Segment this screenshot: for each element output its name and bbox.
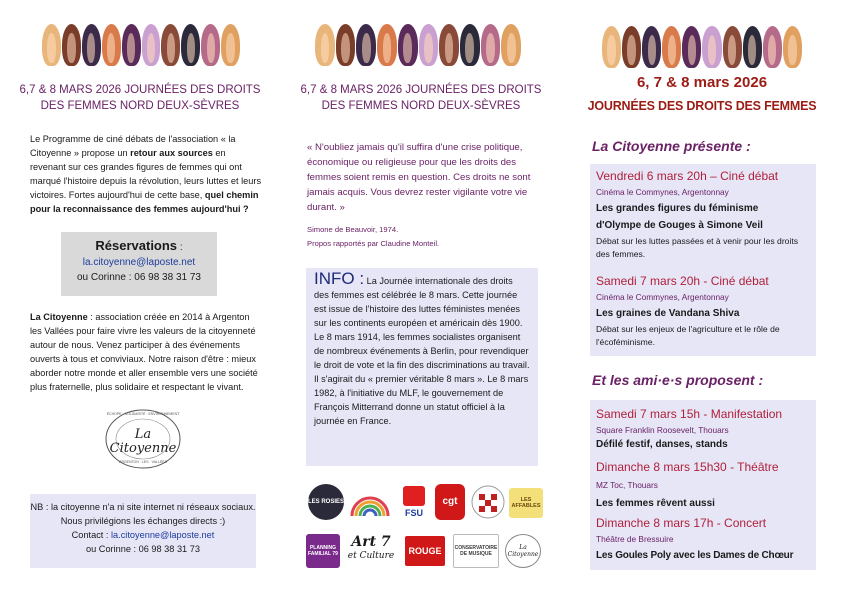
event-title: Les Goules Poly avec les Dames de Chœur: [596, 550, 794, 561]
main-title: JOURNÉES DES DROITS DES FEMMES: [587, 99, 817, 113]
event-place: Cinéma le Commynes, Argentonnay: [596, 292, 729, 302]
logo-fsu: [399, 484, 429, 520]
logo-citoyenne-small-text: La Citoyenne: [507, 544, 539, 558]
logo-cgt: [435, 484, 465, 520]
logo-conservatoire: [453, 534, 499, 568]
event-title: Défilé festif, danses, stands: [596, 439, 728, 450]
logo-planning-text: PLANNING FAMILIAL 79: [308, 545, 338, 557]
logo-ring-top: ÉCHOPE · SOLIDARITÉ · ENVIRONNEMENT: [106, 412, 180, 416]
logo-les-affables: [509, 488, 543, 518]
logo-ring-bottom: ARGENTON · LES · VALLÉES: [119, 460, 167, 464]
event-date: Samedi 7 mars 15h - Manifestation: [596, 407, 783, 421]
event-place: Square Franklin Roosevelt, Thouars: [596, 425, 729, 435]
panel-middle: [281, 0, 561, 595]
association-paragraph: [30, 310, 262, 394]
nb-contact-box: [30, 494, 256, 568]
quote-author: Simone de Beauvoir, 1974.: [307, 225, 399, 234]
logo-cgt-text: cgt: [442, 496, 458, 507]
header-line-2: DES FEMMES NORD DEUX-SÈVRES: [40, 100, 240, 112]
event-date: Dimanche 8 mars 17h - Concert: [596, 516, 767, 530]
event-manifestation: [596, 406, 812, 452]
info-text: La Journée internationale des droits des femmes est célébrée le 8 mars. Cette journée est issue de l'histoire des luttes féministes menées sur les continents européen et américain dès 1900. Le 8 mars 1914, les femmes socialistes organisent de nombreux événements à Berlin, pour revendiquer le droit de vote et la fin des discriminations au travail. Il s'agirait du « premier véritable 8 mars ». Le 8 mars 1982, à l'initiative du MLF, le gouvernement de François Mitterrand donne un statut officiel à la journée en France.: [314, 276, 530, 426]
event-title: Les grandes figures du féminisme: [596, 203, 759, 214]
association-name: La Citoyenne: [30, 312, 88, 322]
event-vendredi: [596, 168, 812, 261]
quote-source: Propos rapportés par Claudine Monteil.: [307, 239, 440, 248]
event-samedi-cine: [596, 273, 812, 349]
logo-text: La Citoyenne: [109, 427, 177, 456]
header-text: [281, 82, 561, 114]
logo-rouge-text: ROUGE: [408, 546, 442, 556]
women-faces-banner: [42, 24, 240, 66]
panel-left: [0, 0, 280, 595]
event-theatre: [596, 459, 812, 511]
event-title-2: d'Olympe de Gouges à Simone Veil: [596, 220, 763, 231]
nb-contact-label: Contact :: [71, 530, 111, 540]
event-place: Théâtre de Bressuire: [596, 534, 674, 544]
event-place: Cinéma le Commynes, Argentonnay: [596, 187, 729, 197]
nb-line-2: Nous privilégions les échanges directs :): [60, 516, 226, 526]
beauvoir-quote: « N'oubliez jamais qu'il suffira d'une crise politique, économique ou religieuse pour que les droits des femmes soient remis en question. Ces droits ne sont jamais acquis. Vous devrez rester vigilante votre vie durant. »: [307, 142, 531, 213]
info-title: INFO :: [314, 269, 365, 288]
event-concert: [596, 515, 812, 563]
association-text: : association créée en 2014 à Argenton les Vallées pour faire vivre les valeurs de la citoyenneté autour de nous. Venez participer à des événements ouverts à tous et conviviaux. Notre raison d'être : mieux aborder notre monde et aller ensemble vers une société plus fraternelle, plus solidaire et respectant le vivant.: [30, 312, 258, 392]
intro-text-bold-d: quel chemin pour la reconnaissance des femmes aujourd'hui ?: [30, 190, 259, 214]
intro-text-a: Le Programme de ciné débats de l'association « la Citoyenne » propose un: [30, 134, 236, 158]
panel-right: [562, 0, 842, 595]
main-title-dates: 6, 7 & 8 mars 2026: [636, 74, 768, 91]
header-line-1: 6,7 & 8 MARS 2026 JOURNÉES DES DROITS: [19, 84, 261, 96]
intro-text-c: en revenant sur ces grandes figures de femmes qui ont marqué l'histoire depuis la révolution, leurs luttes et leurs victoires. Fortes aujourd'hui de cette base,: [30, 148, 262, 200]
event-title: Les graines de Vandana Shiva: [596, 308, 740, 319]
logo-les-rosies: [308, 484, 344, 520]
header-text: [0, 82, 280, 114]
event-date: Vendredi 6 mars 20h – Ciné débat: [596, 169, 779, 183]
event-title: Les femmes rêvent aussi: [596, 498, 715, 509]
women-faces-banner: [315, 24, 521, 66]
logo-art7-text-a: Art 7: [351, 534, 391, 550]
logo-art7-text-b: et Culture: [347, 551, 395, 561]
reservations-box: [61, 232, 217, 296]
event-date: Samedi 7 mars 20h - Ciné débat: [596, 274, 769, 288]
logo-art7: [345, 534, 397, 568]
logo-rainbow-icon: [349, 484, 391, 520]
reservations-phone: ou Corinne : 06 98 38 31 73: [77, 272, 201, 283]
header-line-2: DES FEMMES NORD DEUX-SÈVRES: [321, 100, 521, 112]
la-citoyenne-logo: [104, 408, 182, 470]
event-description: Débat sur les enjeux de l'agriculture et le rôle de l'écoféminisme.: [596, 324, 780, 347]
logo-les-rosies-text: LES ROSIES: [308, 499, 344, 505]
logo-rouge: [405, 536, 445, 566]
logo-affables-text: LES AFFABLES: [511, 497, 541, 509]
logo-checker-icon: [471, 484, 505, 520]
intro-paragraph: [30, 132, 262, 216]
nb-line-1: NB : la citoyenne n'a ni site internet ni réseaux sociaux.: [30, 502, 256, 512]
nb-email[interactable]: la.citoyenne@laposte.net: [111, 530, 215, 540]
logo-la-citoyenne-small: [505, 534, 541, 568]
logo-fsu-text: FSU: [405, 508, 423, 518]
logo-conservatoire-text: CONSERVATOIRE DE MUSIQUE: [454, 545, 498, 557]
nb-phone: ou Corinne : 06 98 38 31 73: [86, 544, 200, 554]
reservations-title: Réservations: [95, 238, 178, 253]
event-date: Dimanche 8 mars 15h30 - Théâtre: [596, 460, 779, 474]
reservations-email[interactable]: la.citoyenne@laposte.net: [82, 257, 196, 268]
intro-text-bold-a: retour aux sources: [130, 148, 213, 158]
women-faces-banner: [602, 26, 802, 68]
section-amis-proposent: Et les ami·e·s proposent :: [592, 372, 764, 388]
info-box: [306, 268, 538, 466]
section-la-citoyenne-presente: La Citoyenne présente :: [592, 138, 751, 154]
event-place: MZ Toc, Thouars: [596, 480, 658, 490]
logo-planning-familial: [306, 534, 340, 568]
reservations-colon: :: [177, 242, 183, 253]
event-description: Débat sur les luttes passées et à venir pour les droits des femmes.: [596, 236, 799, 259]
header-line-1: 6,7 & 8 MARS 2026 JOURNÉES DES DROITS: [300, 84, 542, 96]
